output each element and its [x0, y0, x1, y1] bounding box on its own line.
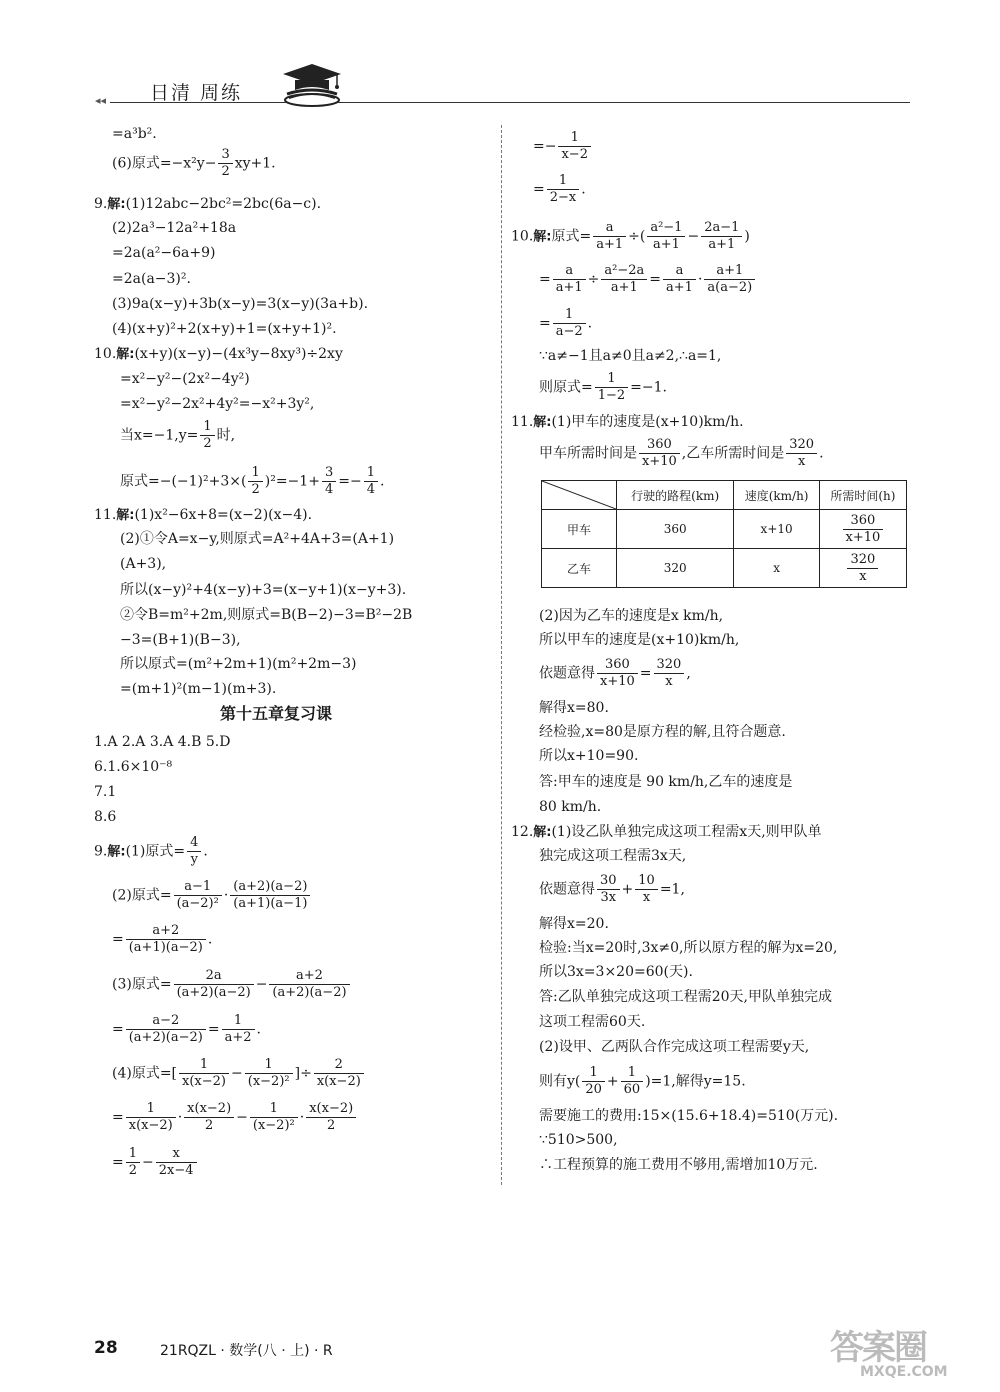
- text-line: [112, 879, 312, 912]
- text-line: [112, 1146, 199, 1179]
- line-text: ÷(: [628, 228, 646, 245]
- line-text: 则有y(: [539, 1073, 581, 1090]
- line-text: ]÷: [294, 1065, 312, 1082]
- solution-label: 解:: [533, 415, 552, 430]
- numerator: 1: [547, 173, 580, 190]
- denominator: 60: [623, 1082, 641, 1097]
- line-text: 原式=−(−1)²+3×(: [120, 473, 247, 490]
- denominator: a+1: [610, 280, 638, 295]
- fraction: [847, 552, 878, 585]
- text-line: 所以(x−y)²+4(x−y)+3=(x−y+1)(x−y+3).: [120, 582, 407, 598]
- numerator: 320: [786, 437, 817, 454]
- denominator: x−2: [561, 147, 588, 162]
- denominator: (x−2)²: [247, 1074, 290, 1089]
- numerator: 1: [245, 1057, 293, 1074]
- table-header: 行驶的路程(km): [617, 481, 734, 510]
- numerator: 1: [595, 371, 628, 388]
- numerator: a−1: [174, 879, 222, 896]
- text-line: 所以3x=3×20=60(天).: [539, 964, 693, 980]
- text-line: 所以x+10=90.: [539, 748, 639, 764]
- denominator: 4: [324, 482, 334, 497]
- numerator: a−2: [126, 1013, 206, 1030]
- denominator: 2: [203, 436, 212, 451]
- denominator: 1−2: [597, 388, 626, 403]
- line-text: 依题意得: [539, 881, 595, 898]
- line-text: (6)原式=−x²y−: [112, 155, 217, 172]
- denominator: 20: [585, 1082, 602, 1097]
- fraction: [187, 835, 201, 868]
- data-table: [541, 480, 907, 588]
- text-line: [533, 173, 586, 206]
- text-line: 80 km/h.: [539, 799, 602, 815]
- fraction: [222, 1013, 255, 1046]
- numerator: a: [663, 263, 696, 280]
- question-number: 11.: [94, 507, 117, 523]
- fraction: [174, 968, 254, 1001]
- text-line: [112, 923, 212, 956]
- line-text: =−: [533, 138, 557, 155]
- numerator: a²−2a: [601, 263, 647, 280]
- fraction: [663, 263, 696, 296]
- fraction: [218, 147, 232, 180]
- denominator: (a+2)(a−2): [176, 985, 251, 1000]
- table-corner-cell: [542, 481, 617, 510]
- denominator: 2: [221, 164, 230, 179]
- fraction: [245, 1057, 293, 1090]
- fraction: [156, 1146, 197, 1179]
- fraction: [647, 220, 685, 253]
- text-line: ∵510>500,: [539, 1132, 618, 1148]
- fraction: [250, 1101, 298, 1134]
- line-text: =1,: [659, 881, 685, 898]
- solution-label: 解:: [107, 844, 126, 860]
- denominator: x: [642, 890, 651, 905]
- line-text: =: [207, 1021, 220, 1038]
- denominator: x: [797, 454, 806, 469]
- line-text: (1)12abc−2bc²=2bc(6a−c).: [125, 196, 322, 212]
- fraction: [364, 465, 378, 498]
- answer-line: 6.1.6×10⁻⁸: [94, 759, 173, 775]
- line-text: (2)原式=: [112, 887, 172, 904]
- solution-label: 解:: [533, 229, 552, 245]
- numerator: 360: [639, 437, 680, 454]
- text-line: [112, 1013, 261, 1046]
- denominator: y: [190, 852, 198, 867]
- line-text: (1)甲车的速度是(x+10)km/h.: [551, 414, 744, 430]
- line-text: 依题意得: [539, 665, 595, 682]
- line-text: +: [621, 881, 634, 898]
- denominator: x: [665, 674, 673, 689]
- numerator: 10: [635, 873, 658, 890]
- fraction: [582, 1065, 605, 1098]
- numerator: a+2: [126, 923, 206, 940]
- fraction: [621, 1065, 644, 1098]
- fraction: [269, 968, 349, 1001]
- text-line: [112, 147, 276, 180]
- text-line: [539, 307, 592, 340]
- denominator: x+10: [642, 454, 677, 469]
- numerator: 1: [126, 1146, 140, 1163]
- line-text: =: [649, 271, 662, 288]
- table-cell: [819, 549, 906, 588]
- table-cell: x+10: [734, 510, 819, 549]
- text-line: (2)设甲、乙两队合作完成这项工程需要y天,: [539, 1039, 810, 1055]
- text-line: 检验:当x=20时,3x≠0,所以原方程的解为x=20,: [539, 940, 838, 956]
- text-line: [94, 506, 312, 525]
- numerator: x(x−2): [184, 1101, 234, 1118]
- table-cell: [819, 510, 906, 549]
- fraction: [786, 437, 817, 470]
- denominator: a+1: [708, 237, 736, 252]
- text-line: =x²−y²−2x²+4y²=−x²+3y²,: [120, 396, 315, 412]
- text-line: [112, 968, 352, 1001]
- text-line: −3=(B+1)(B−3),: [120, 632, 241, 648]
- line-text: =−1.: [630, 379, 667, 396]
- denominator: 2−x: [549, 190, 577, 205]
- numerator: 360: [597, 657, 638, 674]
- text-line: =2a(a−3)².: [112, 271, 191, 287]
- fraction: [601, 263, 647, 296]
- text-line: [539, 657, 691, 690]
- text-line: [112, 1101, 358, 1134]
- denominator: 2: [327, 1118, 336, 1133]
- line-text: −: [236, 1109, 248, 1126]
- question-number: 10.: [94, 346, 117, 362]
- denominator: (a+1)(a−2): [128, 940, 203, 955]
- text-line: 经检验,x=80是原方程的解,且符合题意.: [539, 724, 786, 740]
- line-text: .: [581, 181, 586, 198]
- numerator: 1: [126, 1101, 176, 1118]
- table-row: [542, 549, 907, 588]
- table-cell: x: [734, 549, 819, 588]
- text-line: 解得x=20.: [539, 916, 609, 932]
- line-text: .: [587, 315, 593, 332]
- text-line: [539, 371, 667, 404]
- numerator: 360: [843, 513, 884, 530]
- line-text: ,乙车所需时间是: [681, 445, 785, 462]
- line-text: −: [255, 976, 268, 993]
- denominator: (a+2)(a−2): [272, 985, 347, 1000]
- text-line: [539, 263, 757, 296]
- line-text: =: [112, 1021, 124, 1038]
- fraction: [597, 873, 620, 906]
- line-text: (1)原式=: [125, 843, 186, 860]
- text-line: 需要施工的费用:15×(15.6+18.4)=510(万元).: [539, 1108, 839, 1124]
- line-text: 则原式=: [539, 379, 593, 396]
- table-row: [542, 510, 907, 549]
- fraction: [200, 419, 214, 452]
- text-line: =x²−y²−(2x²−4y²): [120, 371, 250, 387]
- denominator: a−2: [555, 324, 583, 339]
- text-line: [94, 195, 321, 214]
- text-line: (3)9a(x−y)+3b(x−y)=3(x−y)(3a+b).: [112, 296, 369, 312]
- page-number: 28: [94, 1338, 118, 1358]
- question-number: 10.: [511, 228, 534, 245]
- line-text: xy+1.: [234, 155, 276, 172]
- text-line: [539, 1065, 746, 1098]
- header-arrows: ◂◂: [95, 94, 107, 107]
- fraction: [230, 879, 310, 912]
- denominator: x+10: [845, 529, 881, 545]
- line-text: +: [606, 1073, 619, 1090]
- fraction: [179, 1057, 229, 1090]
- line-text: 原式=: [551, 228, 592, 245]
- section-title: 第十五章复习课: [220, 704, 333, 723]
- line-text: ): [744, 228, 750, 245]
- line-text: =: [112, 931, 124, 948]
- fraction: [322, 465, 336, 498]
- watermark-logo: [830, 1320, 970, 1390]
- line-text: =: [112, 1154, 124, 1171]
- text-line: ②令B=m²+2m,则原式=B(B−2)−3=B²−2B: [120, 607, 413, 623]
- denominator: 2: [205, 1118, 214, 1133]
- fraction: [553, 307, 586, 340]
- numerator: 1: [364, 465, 378, 482]
- line-text: ·: [177, 1109, 183, 1126]
- numerator: 320: [654, 657, 685, 674]
- text-line: [511, 220, 750, 253]
- text-line: 所以原式=(m²+2m+1)(m²+2m−3): [120, 656, 357, 672]
- fraction: [547, 173, 580, 206]
- denominator: (a+1)(a−1): [233, 896, 308, 911]
- numerator: 1: [582, 1065, 605, 1082]
- text-line: [539, 437, 824, 470]
- fraction: [593, 220, 626, 253]
- question-number: 9.: [94, 196, 108, 212]
- denominator: (x−2)²: [252, 1118, 295, 1133]
- text-line: [533, 130, 593, 163]
- fraction: [595, 371, 628, 404]
- numerator: x(x−2): [306, 1101, 356, 1118]
- question-number: 11.: [511, 414, 534, 430]
- denominator: x+10: [600, 674, 635, 689]
- fraction: [704, 263, 755, 296]
- line-text: (1)x²−6x+8=(x−2)(x−4).: [134, 507, 313, 523]
- line-text: ·: [697, 271, 703, 288]
- denominator: 4: [366, 482, 375, 497]
- text-line: (4)(x+y)²+2(x+y)+1=(x+y+1)².: [112, 321, 337, 337]
- line-text: =: [533, 181, 545, 198]
- solution-label: 解:: [116, 347, 135, 362]
- denominator: a+1: [666, 280, 693, 295]
- line-text: −: [687, 228, 700, 245]
- fraction: [126, 1013, 206, 1046]
- text-line: =a³b².: [112, 126, 157, 142]
- denominator: (a+2)(a−2): [128, 1030, 203, 1045]
- numerator: 30: [597, 873, 620, 890]
- text-line: =(m+1)²(m−1)(m+3).: [120, 681, 277, 697]
- table-row: [542, 481, 907, 510]
- fraction: [654, 657, 685, 690]
- text-line: [511, 413, 744, 432]
- line-text: 时,: [216, 427, 236, 444]
- denominator: 3x: [600, 890, 617, 905]
- numerator: 3: [322, 465, 336, 482]
- fraction: [553, 263, 586, 296]
- text-line: =2a(a²−6a+9): [112, 245, 216, 261]
- numerator: 1: [558, 130, 591, 147]
- fraction: [314, 1057, 364, 1090]
- numerator: (a+2)(a−2): [230, 879, 310, 896]
- line-text: ÷: [587, 271, 600, 288]
- numerator: 2a: [174, 968, 254, 985]
- solution-label: 解:: [116, 508, 135, 523]
- line-text: ·: [299, 1109, 305, 1126]
- text-line: 答:甲车的速度是 90 km/h,乙车的速度是: [539, 774, 793, 790]
- numerator: 1: [621, 1065, 644, 1082]
- text-line: [539, 873, 685, 906]
- line-text: )²=−1+: [264, 473, 320, 490]
- fraction: [597, 657, 638, 690]
- line-text: =: [112, 1109, 124, 1126]
- numerator: a: [593, 220, 626, 237]
- numerator: x: [156, 1146, 197, 1163]
- text-line: 所以甲车的速度是(x+10)km/h,: [539, 632, 740, 648]
- line-text: (x+y)(x−y)−(4x³y−8xy³)÷2xy: [134, 346, 343, 362]
- numerator: a+1: [704, 263, 755, 280]
- fraction: [126, 923, 206, 956]
- table-cell: 乙车: [542, 549, 617, 588]
- fraction: [843, 513, 884, 546]
- column-divider: [501, 125, 502, 1185]
- table-header: 所需时间(h): [819, 481, 906, 510]
- numerator: 2a−1: [701, 220, 742, 237]
- fraction: [701, 220, 742, 253]
- table-cell: 320: [617, 549, 734, 588]
- denominator: a+1: [652, 237, 680, 252]
- watermark-url: MXQE.COM: [860, 1364, 948, 1380]
- numerator: 1: [248, 465, 262, 482]
- fraction: [635, 873, 658, 906]
- solution-label: 解:: [533, 825, 552, 840]
- denominator: x(x−2): [128, 1118, 173, 1133]
- line-text: .: [379, 473, 385, 490]
- text-line: (2)2a³−12a²+18a: [112, 220, 237, 236]
- numerator: a: [553, 263, 586, 280]
- line-text: (4)原式=[: [112, 1065, 178, 1082]
- fraction: [639, 437, 680, 470]
- line-text: 当x=−1,y=: [120, 427, 199, 444]
- line-text: −: [142, 1154, 154, 1171]
- line-text: =: [639, 665, 652, 682]
- answer-line: 7.1: [94, 784, 117, 800]
- numerator: 4: [187, 835, 201, 852]
- text-line: 答:乙队单独完成这项工程需20天,甲队单独完成: [539, 989, 832, 1005]
- table-cell: 360: [617, 510, 734, 549]
- page-header: [95, 74, 910, 114]
- line-text: .: [256, 1021, 261, 1038]
- fraction: [126, 1146, 140, 1179]
- denominator: 2: [251, 482, 260, 497]
- denominator: a(a−2): [707, 280, 753, 295]
- text-line: 这项工程需60天.: [539, 1014, 646, 1030]
- line-text: =: [539, 271, 551, 288]
- denominator: (a−2)²: [176, 896, 219, 911]
- header-brand: 日清 周练: [150, 82, 243, 104]
- text-line: [120, 419, 235, 452]
- line-text: =: [539, 315, 551, 332]
- answer-line: 1.A 2.A 3.A 4.B 5.D: [94, 734, 231, 750]
- numerator: a+2: [269, 968, 349, 985]
- numerator: 320: [847, 552, 878, 569]
- denominator: 2x−4: [158, 1163, 194, 1178]
- text-line: (A+3),: [120, 556, 167, 572]
- line-text: ·: [223, 887, 229, 904]
- line-text: 甲车所需时间是: [539, 445, 637, 462]
- text-line: [112, 1057, 366, 1090]
- numerator: 1: [553, 307, 586, 324]
- denominator: x: [859, 568, 867, 584]
- table-header: 速度(km/h): [734, 481, 819, 510]
- question-number: 12.: [511, 824, 534, 840]
- text-line: [120, 465, 384, 498]
- denominator: x(x−2): [316, 1074, 361, 1089]
- line-text: ,: [686, 665, 691, 682]
- line-text: )=1,解得y=15.: [645, 1073, 746, 1090]
- line-text: =−: [338, 473, 362, 490]
- line-text: (1)设乙队单独完成这项工程需x天,则甲队单: [551, 824, 822, 840]
- text-line: 独完成这项工程需3x天,: [539, 848, 687, 864]
- denominator: 2: [128, 1163, 138, 1178]
- fraction: [184, 1101, 234, 1134]
- header-rule-right: [350, 102, 910, 103]
- denominator: a+2: [224, 1030, 252, 1045]
- line-text: −: [231, 1065, 243, 1082]
- numerator: a²−1: [647, 220, 685, 237]
- text-line: [511, 823, 822, 842]
- line-text: .: [203, 843, 208, 860]
- numerator: 1: [179, 1057, 229, 1074]
- diagonal-line: [542, 481, 616, 509]
- text-line: [94, 345, 343, 364]
- fraction: [306, 1101, 356, 1134]
- text-line: ∴工程预算的施工费用不够用,需增加10万元.: [539, 1157, 818, 1173]
- fraction: [174, 879, 222, 912]
- fraction: [558, 130, 591, 163]
- numerator: 1: [222, 1013, 255, 1030]
- book-code: 21RQZL · 数学(八 · 上) · R: [160, 1343, 333, 1359]
- solution-label: 解:: [107, 197, 126, 212]
- fraction: [248, 465, 262, 498]
- denominator: a+1: [555, 280, 583, 295]
- answer-line: 8.6: [94, 809, 117, 825]
- text-line: ∵a≠−1且a≠0且a≠2,∴a=1,: [539, 348, 722, 364]
- denominator: x(x−2): [182, 1074, 227, 1089]
- watermark-text: 答案圈: [830, 1328, 926, 1368]
- numerator: 2: [314, 1057, 364, 1074]
- fraction: [126, 1101, 176, 1134]
- text-line: (2)因为乙车的速度是x km/h,: [539, 608, 724, 624]
- numerator: 1: [250, 1101, 298, 1118]
- denominator: a+1: [596, 237, 624, 252]
- text-line: 解得x=80.: [539, 700, 609, 716]
- numerator: 1: [200, 419, 214, 436]
- text-line: 9.解:(1)原式= $\frac{4}{y}$ .: [94, 835, 208, 867]
- table-cell: 甲车: [542, 510, 617, 549]
- line-text: .: [819, 445, 824, 462]
- text-line: (2)①令A=x−y,则原式=A²+4A+3=(A+1): [120, 531, 395, 547]
- numerator: 3: [218, 147, 232, 164]
- line-text: (3)原式=: [112, 976, 172, 993]
- graduation-cap-icon: [281, 60, 343, 108]
- line-text: .: [207, 931, 213, 948]
